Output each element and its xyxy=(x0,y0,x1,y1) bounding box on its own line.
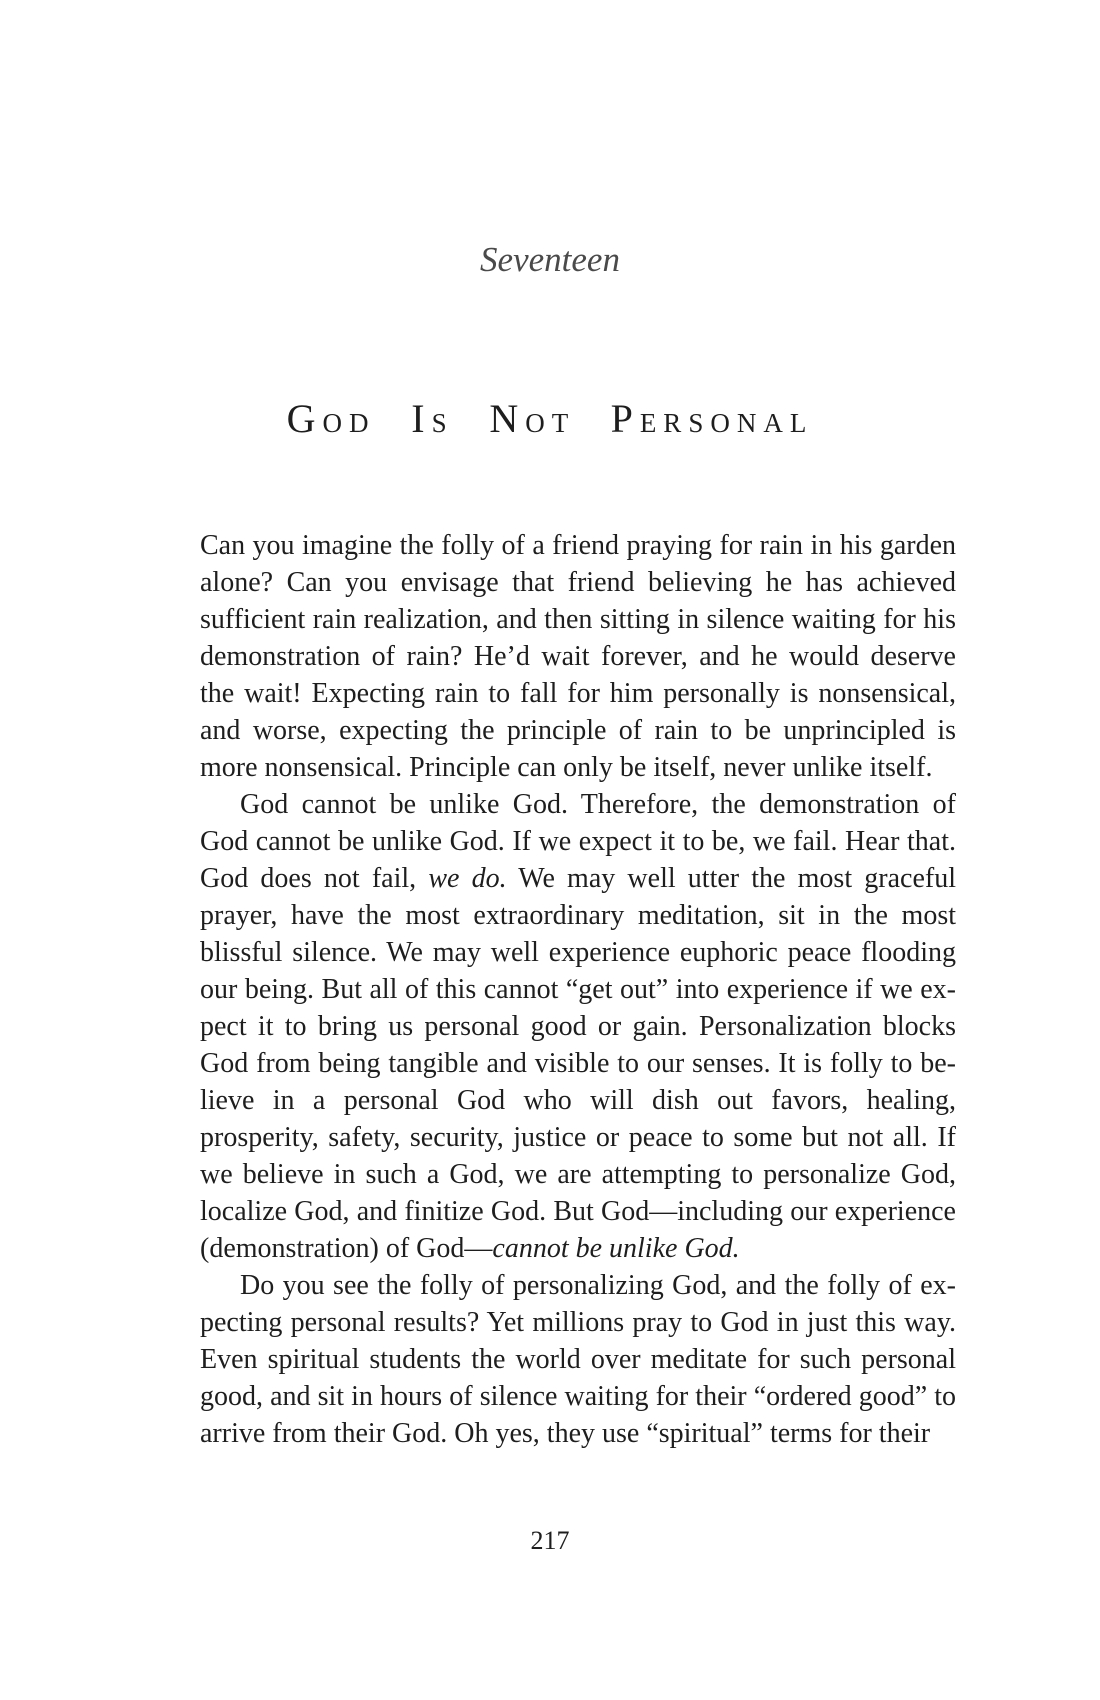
title-word xyxy=(411,396,454,441)
paragraph-text: God cannot be unlike God. Therefore, the demonstration of God cannot be unlike God. If we expect it to be, we fail. Hear that. God does not fail, xyxy=(200,789,956,894)
title-rest: OT xyxy=(525,408,575,438)
italic-emphasis: cannot be unlike God. xyxy=(492,1233,740,1264)
body-text xyxy=(200,527,956,1452)
chapter-number: Seventeen xyxy=(480,240,620,279)
title-rest: OD xyxy=(322,408,376,438)
title-initial: P xyxy=(610,396,640,441)
title-initial: N xyxy=(489,396,526,441)
paragraph xyxy=(200,1267,956,1452)
paragraph-text: We may well utter the most graceful prayer, have the most extraordinary meditation, sit in the most blissful silence. We may well experience euphoric peace flooding our being. But all of this cannot “get out” into experience if we expect it to bring us personal good or gain. Personalization blocks God from being tangible and visible to our senses. It is folly to believe in a personal God who will dish out favors, healing, prosperity, safety, security, justice or peace to some but not all. If we believe in such a God, we are attempting to personalize God, localize God, and finitize God. But God—including our experience (demonstration) of God— xyxy=(200,863,956,1264)
page-number: 217 xyxy=(530,1526,570,1555)
paragraph xyxy=(200,527,956,786)
paragraph-text: Do you see the folly of personalizing God, and the folly of expecting personal results? Yet millions pray to God in just this way. Even spiritual students the world over meditate for such personal good, and sit in hours of silence waiting for their “ordered good” to arrive from their God. Oh yes, they use “spiritual” terms for their xyxy=(200,1270,956,1449)
paragraph-text: Can you imagine the folly of a friend praying for rain in his garden alone? Can you envisage that friend believing he has achieved sufficient rain realization, and then sitting in silence waiting for his demonstration of rain? He’d wait forever, and he would deserve the wait! Expecting rain to fall for him personally is nonsensical, and worse, expecting the principle of rain to be unprincipled is more nonsensical. Principle can only be itself, never unlike itself. xyxy=(200,530,956,783)
title-rest: ERSONAL xyxy=(639,408,814,438)
title-word xyxy=(610,396,814,441)
title-rest: S xyxy=(431,408,454,438)
paragraph xyxy=(200,786,956,1267)
title-word xyxy=(286,396,376,441)
title-word xyxy=(489,396,575,441)
italic-emphasis: we do. xyxy=(428,863,507,894)
chapter-title xyxy=(0,395,1100,442)
title-initial: G xyxy=(286,396,323,441)
title-initial: I xyxy=(411,396,432,441)
